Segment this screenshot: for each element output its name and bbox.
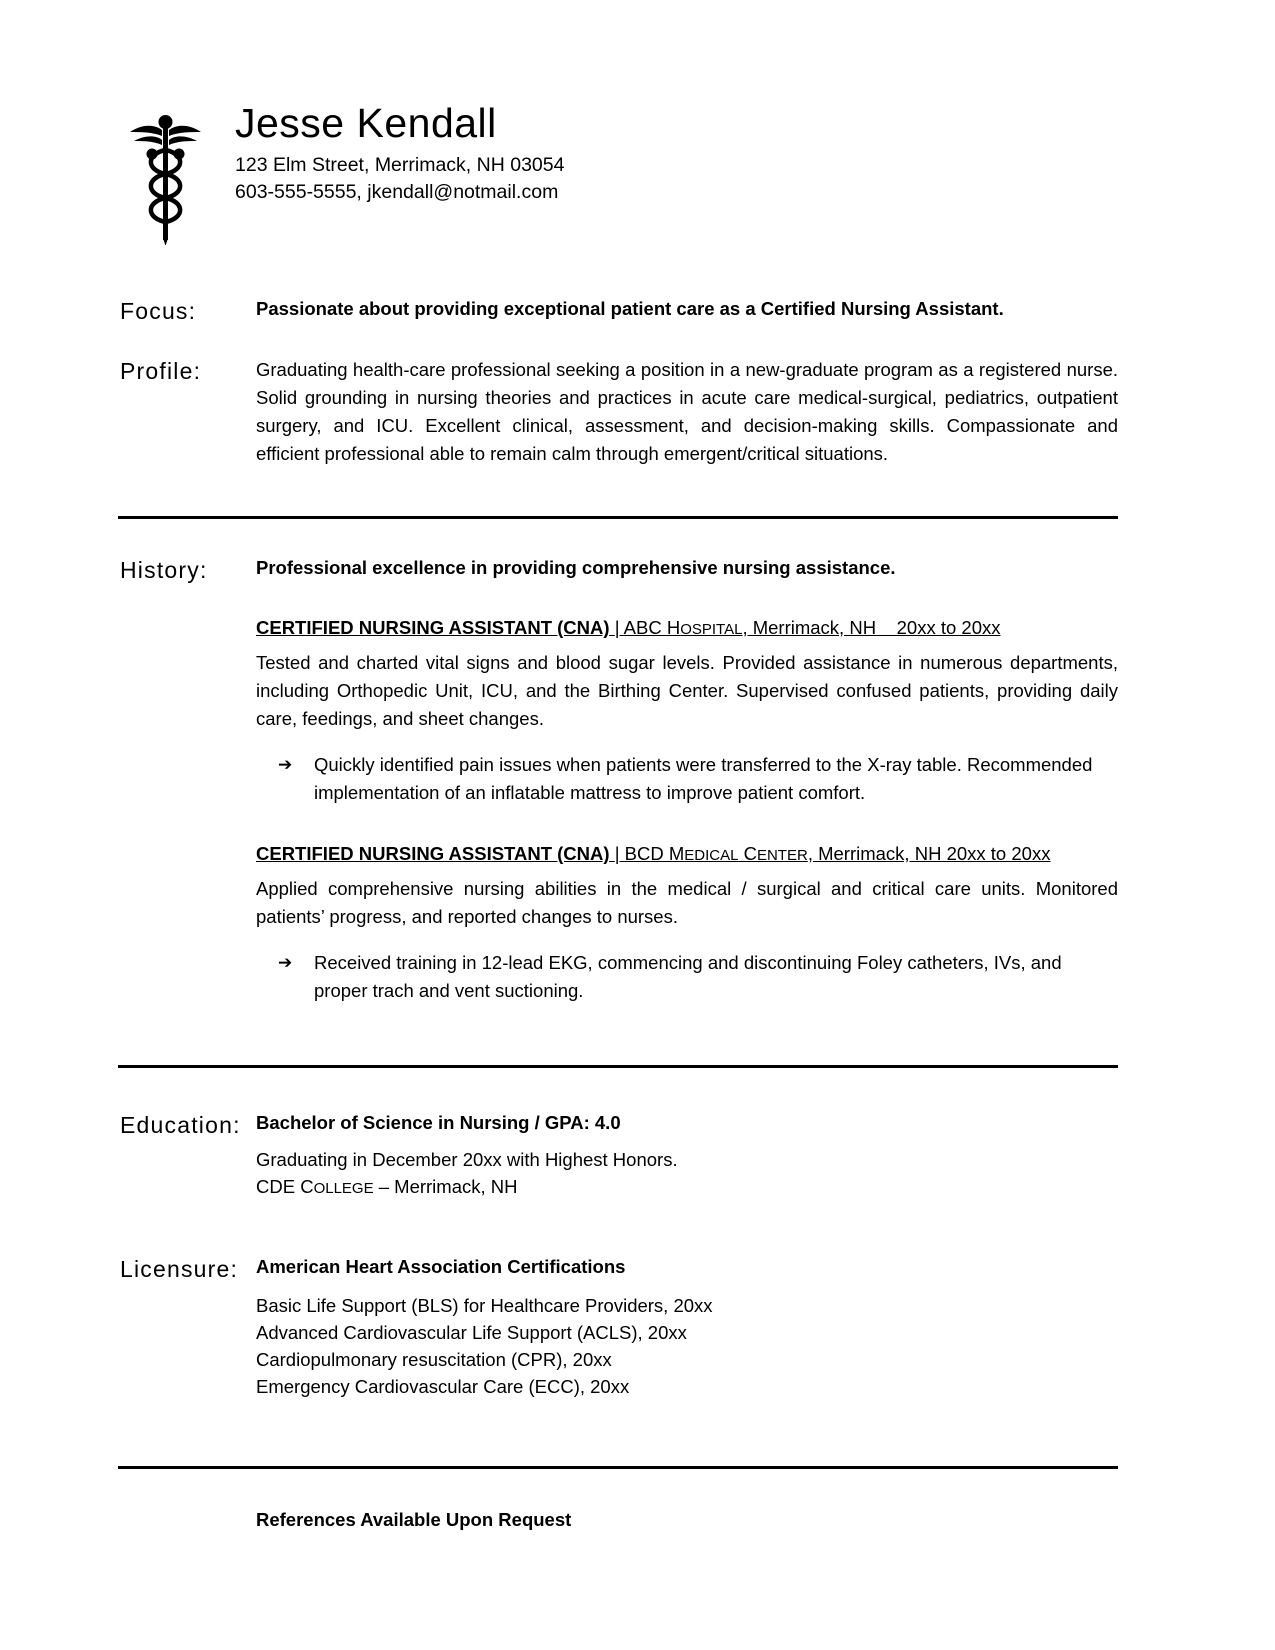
job-heading bbox=[256, 841, 1118, 869]
job-employer-first: ABC H bbox=[623, 617, 681, 638]
job-dates: 20xx to 20xx bbox=[946, 843, 1051, 864]
focus-label: Focus: bbox=[120, 298, 197, 324]
caduceus-icon bbox=[118, 100, 213, 250]
job-title: CERTIFIED NURSING ASSISTANT (CNA) bbox=[256, 617, 610, 638]
divider-2-wrap bbox=[118, 1065, 1118, 1068]
education-label: Education: bbox=[120, 1112, 241, 1138]
education-headline: Bachelor of Science in Nursing / GPA: 4.0 bbox=[256, 1112, 621, 1133]
job-employer-rest: EDICAL bbox=[684, 847, 739, 864]
education-body bbox=[256, 1110, 1118, 1202]
job-description: Applied comprehensive nursing abilities in the medical / surgical and critical care units. Monitored patients’ progress, and reported changes to nurses. bbox=[256, 878, 1118, 927]
job-bullet-text: Quickly identified pain issues when patients were transferred to the X-ray table. Recommended implementation of an inflatable mattress to improve patient comfort. bbox=[314, 754, 1093, 803]
education-line: Graduating in December 20xx with Highest Honors. bbox=[256, 1149, 678, 1170]
job-bullet bbox=[256, 751, 1118, 807]
licensure-line: Advanced Cardiovascular Life Support (ACLS), 20xx bbox=[256, 1322, 687, 1343]
job-separator: | bbox=[614, 617, 620, 638]
focus-text: Passionate about providing exceptional patient care as a Certified Nursing Assistant. bbox=[256, 298, 1004, 319]
section-licensure bbox=[118, 1254, 1118, 1400]
profile-label: Profile: bbox=[120, 358, 202, 384]
section-divider bbox=[118, 1466, 1118, 1469]
job-entry bbox=[256, 841, 1118, 1005]
section-profile bbox=[118, 356, 1118, 468]
education-school bbox=[256, 1173, 1118, 1202]
job-description: Tested and charted vital signs and blood sugar levels. Provided assistance in numerous departments, including Orthopedic Unit, ICU, and the Birthing Center. Supervised confused patients, providing daily care, feedings, and sheet changes. bbox=[256, 652, 1118, 729]
history-headline: Professional excellence in providing comprehensive nursing assistance. bbox=[256, 557, 896, 578]
job-employer-second-first: C bbox=[738, 843, 757, 864]
section-references bbox=[118, 1507, 1118, 1533]
arrow-bullet-icon: ➔ bbox=[278, 755, 293, 774]
job-separator: | bbox=[614, 843, 620, 864]
candidate-contact: 603-555-5555, jkendall@notmail.com bbox=[235, 181, 559, 203]
licensure-line: Cardiopulmonary resuscitation (CPR), 20xx bbox=[256, 1349, 612, 1370]
job-employer-rest: OSPITAL bbox=[680, 621, 743, 638]
divider-1-wrap bbox=[118, 516, 1118, 519]
history-label: History: bbox=[120, 557, 208, 583]
focus-body bbox=[256, 296, 1118, 322]
school-first: CDE C bbox=[256, 1176, 314, 1197]
licensure-line: Basic Life Support (BLS) for Healthcare Providers, 20xx bbox=[256, 1295, 713, 1316]
arrow-bullet-icon: ➔ bbox=[278, 953, 293, 972]
job-entry bbox=[256, 615, 1118, 807]
job-employer-first: BCD M bbox=[624, 843, 685, 864]
licensure-body bbox=[256, 1254, 1118, 1400]
licensure-line: Emergency Cardiovascular Care (ECC), 20xx bbox=[256, 1376, 630, 1397]
licensure-label: Licensure: bbox=[120, 1256, 239, 1282]
job-dates: 20xx to 20xx bbox=[896, 617, 1001, 638]
section-divider bbox=[118, 516, 1118, 519]
job-bullet-text: Received training in 12-lead EKG, commencing and discontinuing Foley catheters, IVs, and proper trach and vent suctioning. bbox=[314, 952, 1062, 1001]
candidate-address: 123 Elm Street, Merrimack, NH 03054 bbox=[235, 154, 565, 176]
licensure-headline: American Heart Association Certifications bbox=[256, 1256, 626, 1277]
resume-content bbox=[118, 100, 1118, 1533]
licensure-lines bbox=[256, 1292, 1118, 1400]
candidate-name: Jesse Kendall bbox=[235, 100, 497, 146]
references-text: References Available Upon Request bbox=[256, 1509, 572, 1530]
job-employer-tail: , Merrimack, NH bbox=[742, 617, 877, 638]
section-divider bbox=[118, 1065, 1118, 1068]
resume-header bbox=[118, 100, 1118, 250]
profile-text: Graduating health-care professional seeking a position in a new-graduate program as a registered nurse. Solid grounding in nursing theories and practices in acute care medical-surgical, pediatrics, outpatient surgery, and ICU. Excellent clinical, assessment, and decision-making skills. Compassionate and efficient professional able to remain calm through emergent/critical situations. bbox=[256, 359, 1118, 464]
job-bullet bbox=[256, 949, 1118, 1005]
section-history bbox=[118, 555, 1118, 1005]
history-body bbox=[256, 555, 1118, 1005]
education-lines bbox=[256, 1146, 1118, 1202]
section-education bbox=[118, 1110, 1118, 1202]
school-tail: – Merrimack, NH bbox=[373, 1176, 518, 1197]
header-text-block bbox=[213, 100, 1118, 206]
divider-3-wrap bbox=[118, 1466, 1118, 1469]
job-employer-second-rest: ENTER bbox=[756, 847, 808, 864]
school-rest: OLLEGE bbox=[313, 1180, 374, 1197]
section-focus bbox=[118, 296, 1118, 326]
job-heading bbox=[256, 615, 1118, 643]
job-employer-tail: , Merrimack, NH bbox=[807, 843, 942, 864]
job-title: CERTIFIED NURSING ASSISTANT (CNA) bbox=[256, 843, 610, 864]
profile-body bbox=[256, 356, 1118, 468]
